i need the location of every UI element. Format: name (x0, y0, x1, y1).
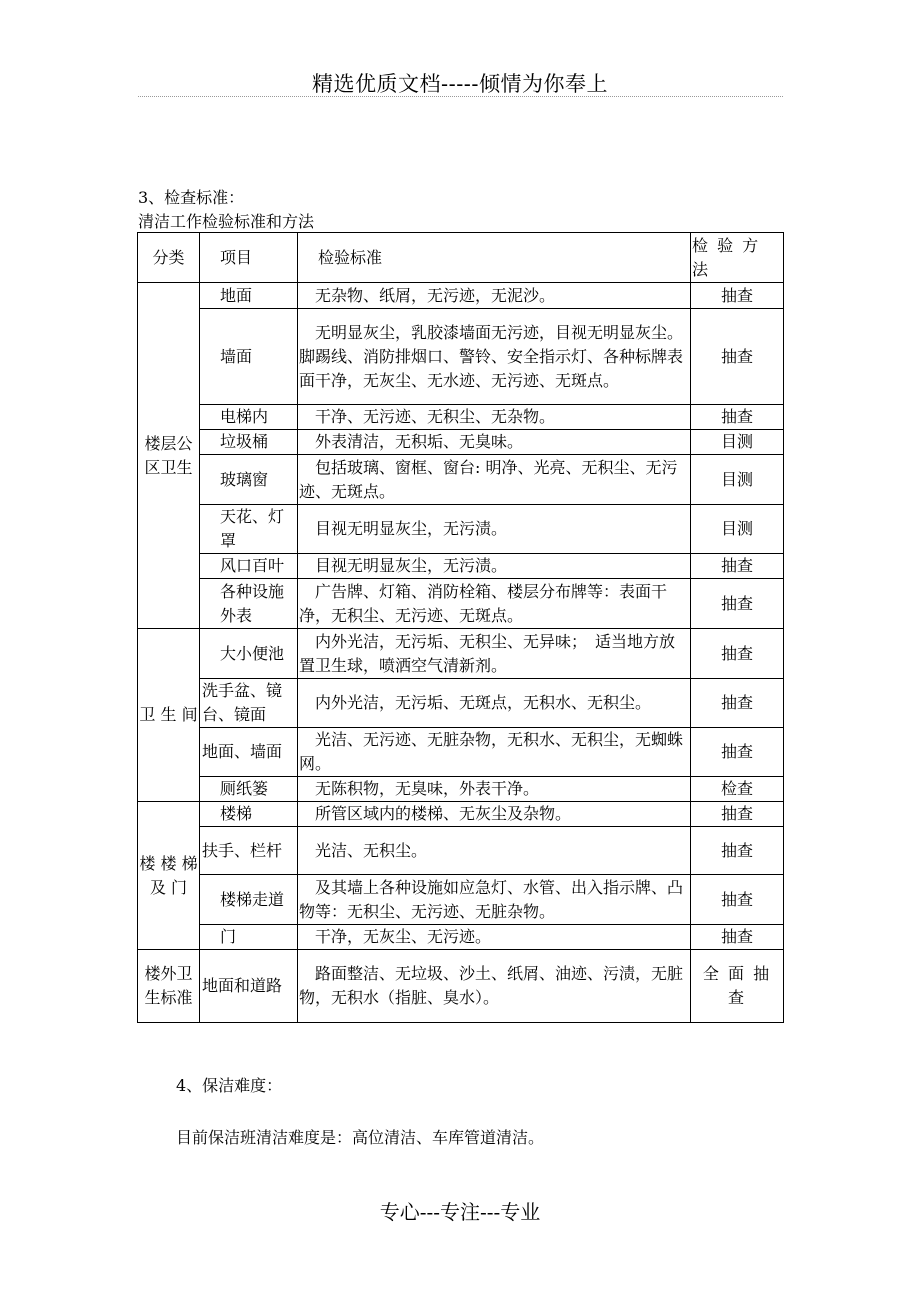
method-cell: 抽查 (691, 579, 784, 629)
item-cell: 各种设施外表 (200, 579, 298, 629)
criteria-cell: 光洁、无污迹、无脏杂物，无积水、无积尘，无蜘蛛网。 (298, 728, 691, 777)
item-cell: 墙面 (200, 309, 298, 405)
item-cell: 楼梯 (200, 802, 298, 827)
table-row (138, 925, 784, 950)
header-method: 检 验 方 法 (691, 233, 784, 283)
criteria-cell: 无明显灰尘，乳胶漆墙面无污迹，目视无明显灰尘。 脚踢线、消防排烟口、警铃、安全指示灯、各种标牌表面干净，无灰尘、无水迹、无污迹、无斑点。 (298, 309, 691, 405)
method-cell: 目测 (691, 455, 784, 505)
method-cell: 抽查 (691, 309, 784, 405)
item-cell: 电梯内 (200, 405, 298, 430)
method-cell: 抽查 (691, 629, 784, 679)
section-4-paragraph: 目前保洁班清洁难度是：高位清洁、车库管道清洁。 (176, 1128, 545, 1147)
item-cell: 天花、灯罩 (200, 505, 298, 554)
item-cell: 风口百叶 (200, 554, 298, 579)
header-divider (138, 96, 783, 97)
method-cell: 目测 (691, 505, 784, 554)
table-row (138, 802, 784, 827)
criteria-cell: 内外光洁，无污垢、无积尘、无异味； 适当地方放置卫生球，喷洒空气清新剂。 (298, 629, 691, 679)
item-cell: 门 (200, 925, 298, 950)
criteria-cell: 路面整洁、无垃圾、沙土、纸屑、油迹、污渍，无脏物，无积水（指脏、臭水）。 (298, 950, 691, 1023)
method-cell: 抽查 (691, 405, 784, 430)
item-cell: 厕纸篓 (200, 777, 298, 802)
method-cell: 抽查 (691, 875, 784, 925)
table-row (138, 405, 784, 430)
table-row (138, 875, 784, 925)
criteria-cell: 光洁、无积尘。 (298, 827, 691, 875)
inspection-standards-table (137, 232, 784, 1023)
item-cell: 垃圾桶 (200, 430, 298, 455)
method-cell: 抽查 (691, 827, 784, 875)
table-caption: 清洁工作检验标准和方法 (138, 212, 315, 231)
item-cell: 地面和道路 (200, 950, 298, 1023)
table-row (138, 309, 784, 405)
criteria-cell: 包括玻璃、窗框、窗台: 明净、光亮、无积尘、无污迹、无斑点。 (298, 455, 691, 505)
category-cell: 楼层公区卫生 (138, 283, 200, 629)
method-cell: 目测 (691, 430, 784, 455)
method-cell: 检查 (691, 777, 784, 802)
criteria-cell: 无杂物、纸屑，无污迹，无泥沙。 (298, 283, 691, 309)
criteria-cell: 内外光洁，无污垢、无斑点，无积水、无积尘。 (298, 679, 691, 728)
table-row (138, 777, 784, 802)
criteria-cell: 无陈积物，无臭味，外表干净。 (298, 777, 691, 802)
item-cell: 大小便池 (200, 629, 298, 679)
header-criteria: 检验标准 (298, 233, 691, 283)
method-cell: 抽查 (691, 925, 784, 950)
table-row (138, 455, 784, 505)
criteria-cell: 所管区域内的楼梯、无灰尘及杂物。 (298, 802, 691, 827)
method-cell: 全 面 抽 查 (691, 950, 784, 1023)
item-cell: 地面、墙面 (200, 728, 298, 777)
section-3-title: 3、检查标准： (138, 188, 245, 207)
table-row (138, 505, 784, 554)
criteria-cell: 及其墙上各种设施如应急灯、水管、出入指示牌、凸物等：无积尘、无污迹、无脏杂物。 (298, 875, 691, 925)
table-row (138, 950, 784, 1023)
item-cell: 地面 (200, 283, 298, 309)
header-category: 分类 (138, 233, 200, 283)
category-cell: 楼外卫生标准 (138, 950, 200, 1023)
table-row (138, 728, 784, 777)
method-cell: 抽查 (691, 802, 784, 827)
criteria-cell: 目视无明显灰尘，无污渍。 (298, 554, 691, 579)
table-row (138, 579, 784, 629)
table-row (138, 283, 784, 309)
table-row (138, 827, 784, 875)
criteria-cell: 外表清洁，无积垢、无臭味。 (298, 430, 691, 455)
item-cell: 楼梯走道 (200, 875, 298, 925)
criteria-cell: 广告牌、灯箱、消防栓箱、楼层分布牌等：表面干净，无积尘、无污迹、无斑点。 (298, 579, 691, 629)
table-row (138, 554, 784, 579)
header-item: 项目 (200, 233, 298, 283)
criteria-cell: 干净、无污迹、无积尘、无杂物。 (298, 405, 691, 430)
page-footer-text: 专心---专注---专业 (379, 1200, 541, 1224)
section-4-title: 4、保洁难度： (176, 1076, 283, 1095)
method-cell: 抽查 (691, 554, 784, 579)
item-cell: 洗手盆、镜台、镜面 (200, 679, 298, 728)
method-cell: 抽查 (691, 728, 784, 777)
category-cell: 楼 楼 梯 及 门 (138, 802, 200, 950)
table-row (138, 629, 784, 679)
category-cell: 卫 生 间 (138, 629, 200, 802)
table-row (138, 679, 784, 728)
method-cell: 抽查 (691, 679, 784, 728)
table-header-row (138, 233, 784, 283)
item-cell: 玻璃窗 (200, 455, 298, 505)
page-header-title: 精选优质文档-----倾情为你奉上 (312, 72, 608, 96)
criteria-cell: 干净，无灰尘、无污迹。 (298, 925, 691, 950)
method-cell: 抽查 (691, 283, 784, 309)
table-row (138, 430, 784, 455)
criteria-cell: 目视无明显灰尘，无污渍。 (298, 505, 691, 554)
item-cell: 扶手、栏杆 (200, 827, 298, 875)
